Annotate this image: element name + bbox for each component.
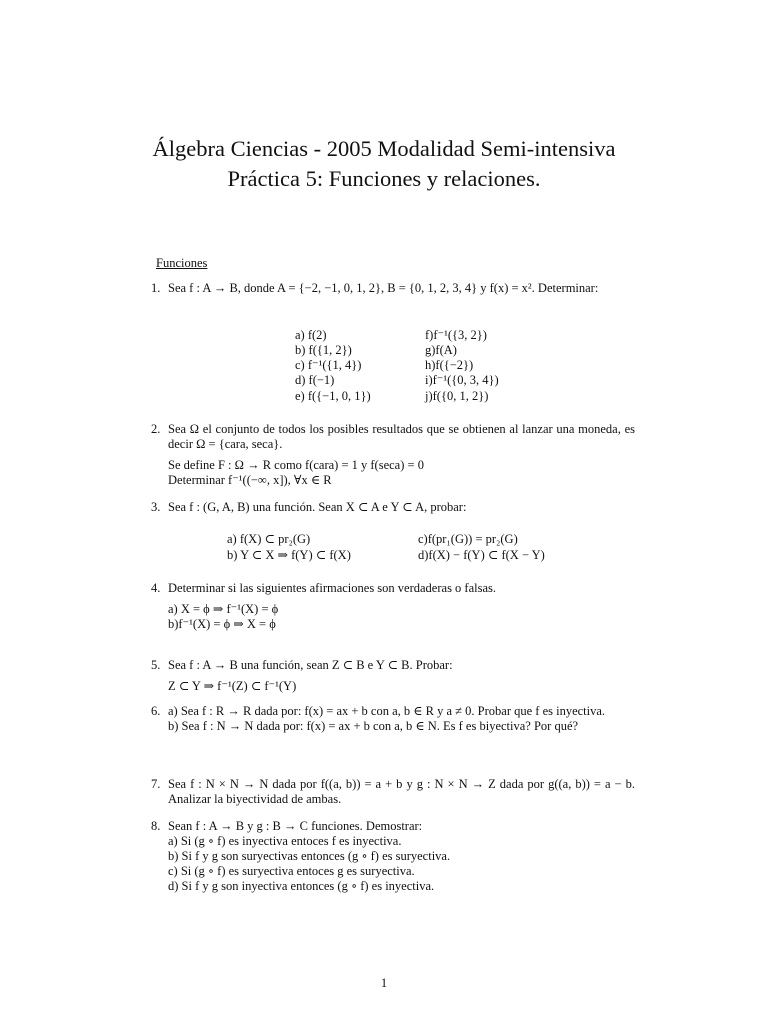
list-item: a) f(X) ⊂ pr₂(G) xyxy=(227,532,311,546)
problem-6 xyxy=(151,704,635,734)
problem-number: 3. xyxy=(151,500,161,514)
list-item: b) Si f y g son suryectivas entonces (g ∘ f) es suryectiva. xyxy=(168,849,451,863)
problem-text: a) Sea f : R → R dada por: f(x) = ax + b con a, b ∈ R y a ≠ 0. Probar que f es inyectiva. xyxy=(168,704,606,718)
problem-number: 7. xyxy=(151,777,161,791)
list-item: Se define F : Ω → R como f(cara) = 1 y f(seca) = 0 xyxy=(168,458,424,472)
list-item: e) f({−1, 0, 1}) xyxy=(295,389,371,403)
problem-text: Sea f : N × N → N dada por f((a, b)) = a + b y g : N × N → Z dada por g((a, b)) = a − b. Analizar la biyectividad de ambas. xyxy=(168,777,635,806)
title-line-1: Álgebra Ciencias - 2005 Modalidad Semi-intensiva xyxy=(152,136,616,161)
list-item: b)f⁻¹(X) = ϕ ⇒ X = ϕ xyxy=(168,617,276,631)
problem-7 xyxy=(151,777,635,807)
problem-number: 6. xyxy=(151,704,161,718)
problem-text: Determinar si las siguientes afirmaciones son verdaderas o falsas. xyxy=(168,581,497,595)
list-item: c)f(pr₁(G)) = pr₂(G) xyxy=(418,532,518,546)
list-item: b) f({1, 2}) xyxy=(295,343,352,357)
problem-1 xyxy=(151,281,635,296)
problem-text: Sean f : A → B y g : B → C funciones. Demostrar: xyxy=(168,819,423,833)
list-item: b) Y ⊂ X ⇒ f(Y) ⊂ f(X) xyxy=(227,548,351,562)
problem-3 xyxy=(151,500,635,515)
list-item: c) Si (g ∘ f) es suryectiva entoces g es suryectiva. xyxy=(168,864,415,878)
section-heading: Funciones xyxy=(156,256,208,270)
list-item: h)f({−2}) xyxy=(425,358,474,372)
list-item: j)f({0, 1, 2}) xyxy=(425,389,489,403)
title-line-2: Práctica 5: Funciones y relaciones. xyxy=(227,166,541,191)
list-item: Determinar f⁻¹((−∞, x]), ∀x ∈ R xyxy=(168,473,332,487)
problem-text-b: b) Sea f : N → N dada por: f(x) = ax + b con a, b ∈ N. Es f es biyectiva? Por qué? xyxy=(168,719,579,733)
problem-number: 4. xyxy=(151,581,161,595)
problem-4 xyxy=(151,581,635,632)
list-item: d) f(−1) xyxy=(295,373,335,387)
problem-8 xyxy=(151,819,635,894)
problem-number: 8. xyxy=(151,819,161,833)
problem-2 xyxy=(151,422,635,488)
list-item: d) Si f y g son inyectiva entonces (g ∘ f) es inyectiva. xyxy=(168,879,435,893)
problem-text: Sea f : A → B una función, sean Z ⊂ B e Y ⊂ B. Probar: xyxy=(168,658,453,672)
list-item: a) f(2) xyxy=(295,328,327,342)
problem-text: Sea f : (G, A, B) una función. Sean X ⊂ A e Y ⊂ A, probar: xyxy=(168,500,467,514)
list-item: g)f(A) xyxy=(425,343,457,357)
list-item: d)f(X) − f(Y) ⊂ f(X − Y) xyxy=(418,548,545,562)
problem-text: Sea Ω el conjunto de todos los posibles resultados que se obtienen al lanzar una moneda, es decir Ω = {cara, seca}. xyxy=(168,422,635,451)
list-item: c) f⁻¹({1, 4}) xyxy=(295,358,362,372)
problem-number: 1. xyxy=(151,281,161,295)
list-item: a) X = ϕ ⇒ f⁻¹(X) = ϕ xyxy=(168,602,279,616)
problem-text: Sea f : A → B, donde A = {−2, −1, 0, 1, 2}, B = {0, 1, 2, 3, 4} y f(x) = x². Determinar: xyxy=(168,281,599,295)
problem-number: 5. xyxy=(151,658,161,672)
problem-5 xyxy=(151,658,635,694)
document-title xyxy=(0,134,768,194)
list-item: Z ⊂ Y ⇒ f⁻¹(Z) ⊂ f⁻¹(Y) xyxy=(168,679,297,693)
list-item: i)f⁻¹({0, 3, 4}) xyxy=(425,373,499,387)
page-number: 1 xyxy=(380,976,388,990)
list-item: a) Si (g ∘ f) es inyectiva entoces f es inyectiva. xyxy=(168,834,402,848)
list-item: f)f⁻¹({3, 2}) xyxy=(425,328,487,342)
problem-number: 2. xyxy=(151,422,161,436)
